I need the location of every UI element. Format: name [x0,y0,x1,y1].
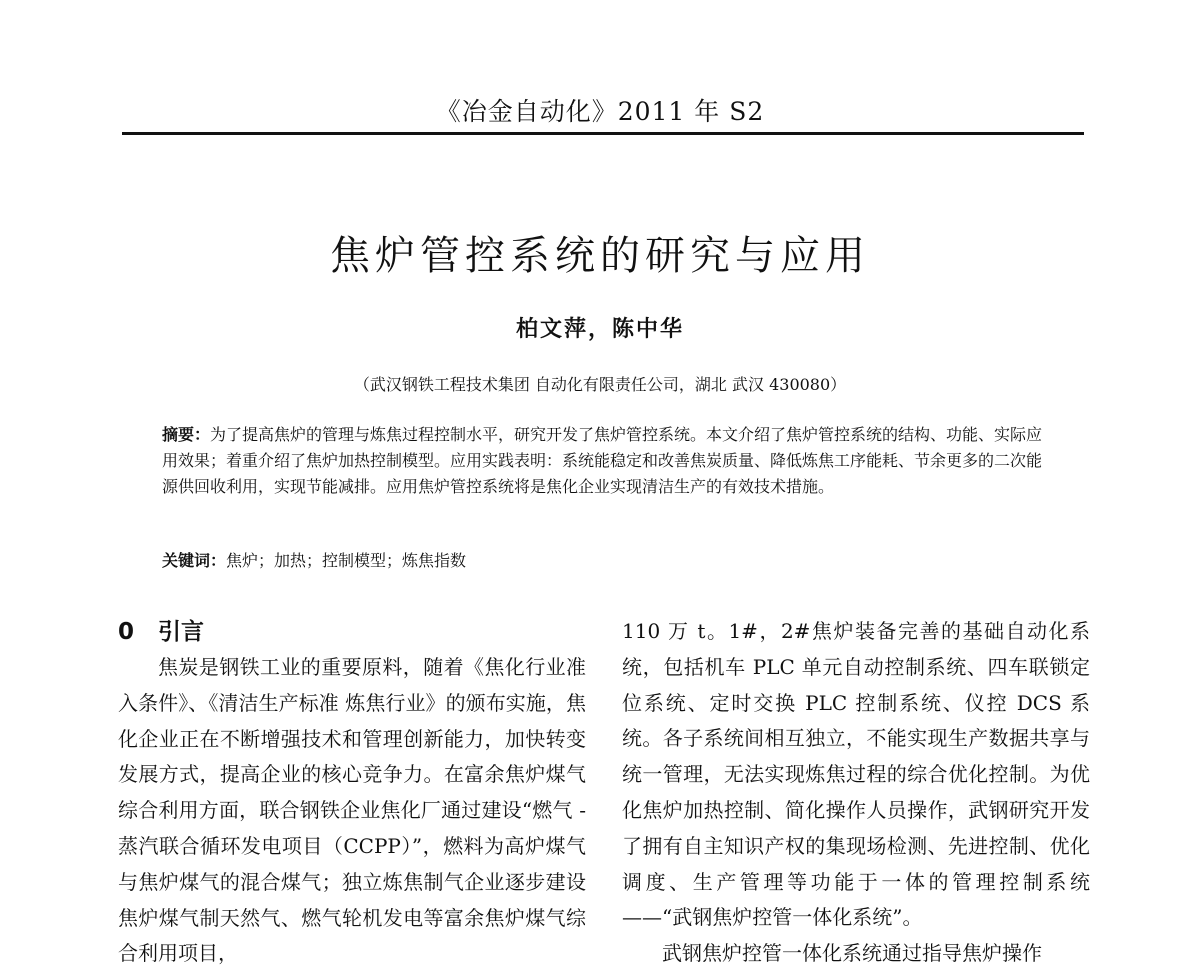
header-rule [122,132,1084,135]
paper-title: 焦炉管控系统的研究与应用 [330,233,870,279]
abstract-text: 为了提高焦炉的管理与炼焦过程控制水平，研究开发了焦炉管控系统。本文介绍了焦炉管控系统的结构、功能、实际应用效果；着重介绍了焦炉加热控制模型。应用实践表明：系统能稳定和改善焦炭质量、降低炼焦工序能耗、节余更多的二次能源供回收利用，实现节能减排。应用焦炉管控系统将是焦化企业实现清洁生产的有效技术措施。 [162,425,1043,496]
section-number: 0 [118,619,135,645]
body-paragraph-left: 焦炭是钢铁工业的重要原料，随着《焦化行业准入条件》、《清洁生产标准 炼焦行业》的颁布实施，焦化企业正在不断增强技术和管理创新能力，加快转变发展方式，提高企业的核心竞争力。在富余焦炉煤气综合利用方面，联合钢铁企业焦化厂通过建设“燃气 - 蒸汽联合循环发电项目（CCPP）”，燃料为高炉煤气与焦炉煤气的混合煤气；独立炼焦制气企业逐步建设焦炉煤气制天然气、燃气轮机发电等富余焦炉煤气综合利用项目， [118,655,586,966]
section-title: 引言 [158,619,204,645]
body-paragraph-right-2: 武钢焦炉控管一体化系统通过指导焦炉操作 [662,941,1042,966]
journal-header: 《冶金自动化》2011 年 S2 [435,97,765,126]
affiliation: （武汉钢铁工程技术集团 自动化有限责任公司，湖北 武汉 430080） [353,375,847,394]
right-column [622,614,1090,972]
body-paragraph-right-1: 110 万 t。1#，2#焦炉装备完善的基础自动化系统，包括机车 PLC 单元自动控制系统、四车联锁定位系统、定时交换 PLC 控制系统、仪控 DCS 系统。各子系统间相互独立，不能实现生产数据共享与统一管理，无法实现炼焦过程的综合优化控制。为优化焦炉加热控制、简化操作人员操作，武钢研究开发了拥有自主知识产权的集现场检测、先进控制、优化调度、生产管理等功能于一体的管理控制系统——“武钢焦炉控管一体化系统”。 [622,619,1090,930]
abstract [162,422,1050,500]
section-heading [118,614,586,650]
keywords-text: 焦炉；加热；控制模型；炼焦指数 [226,551,467,570]
keywords-label: 关键词： [162,551,227,570]
authors: 柏文萍，陈中华 [515,316,684,342]
abstract-label: 摘要： [162,425,211,444]
left-column [118,614,586,972]
keywords [162,549,1050,573]
